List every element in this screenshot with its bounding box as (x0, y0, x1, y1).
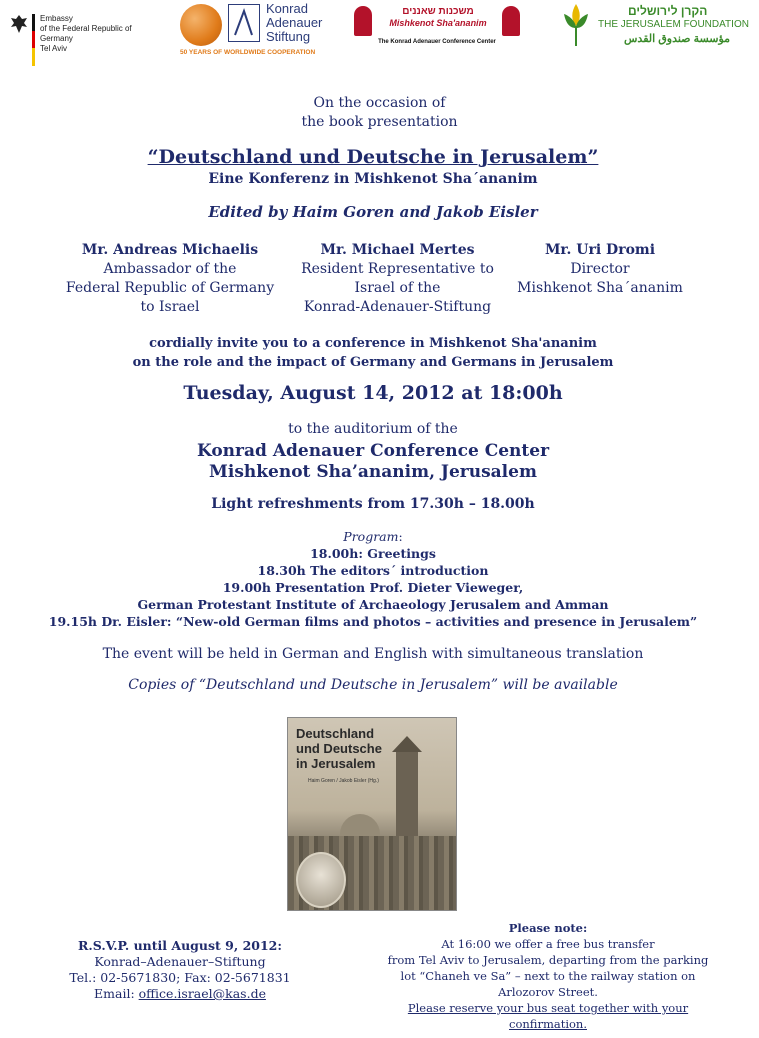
host-role: Ambassador of the (103, 261, 237, 277)
jerusalem-foundation-logo (560, 2, 750, 50)
note-line: Arlozorov Street. (498, 985, 598, 999)
program-item: German Protestant Institute of Archaeology Jerusalem and Amman (137, 597, 609, 612)
flag-stripe (32, 14, 35, 66)
kas-name-line: Konrad (266, 1, 308, 16)
rsvp-email-link[interactable]: office.israel@kas.de (138, 986, 266, 1001)
book-cover-image (288, 718, 456, 910)
mishkenot-emblem-icon-right (502, 6, 520, 36)
tulip-icon (560, 2, 592, 48)
foundation-arabic: مؤسسة صندوق القدس (624, 33, 731, 45)
note-reserve-line: confirmation. (509, 1017, 587, 1031)
mishkenot-hebrew: משכנות שאננים (402, 6, 474, 17)
venue-line: Konrad Adenauer Conference Center (196, 441, 550, 461)
rsvp-heading: R.S.V.P. until August 9, 2012: (78, 938, 282, 953)
kas-name-line: Stiftung (266, 29, 311, 44)
host-role: Konrad-Adenauer-Stiftung (303, 299, 492, 315)
host-name: Mr. Uri Dromi (544, 242, 656, 258)
mishkenot-latin: Mishkenot Sha'ananim (389, 18, 487, 28)
host-role: Director (570, 261, 630, 277)
host-col-1 (55, 241, 285, 317)
program-item: 18.00h: Greetings (310, 546, 436, 561)
note-reserve-line: Please reserve your bus seat together with your (407, 1001, 689, 1015)
page-title: “Deutschland und Deutsche in Jerusalem” (147, 146, 599, 168)
kas-name-line: Adenauer (266, 15, 323, 30)
host-role: Israel of the (354, 280, 441, 296)
church-tower-top-shape (392, 736, 422, 752)
program-heading (0, 528, 746, 545)
mishkenot-footer: The Konrad Adenauer Conference Center (378, 39, 496, 45)
kas-emblem-icon (228, 4, 260, 42)
mishkenot-emblem-icon (354, 6, 372, 36)
rsvp-email-line (60, 986, 300, 1002)
event-date: Tuesday, August 14, 2012 at 18:00h (183, 382, 563, 404)
host-col-2 (290, 241, 505, 317)
rsvp-block (60, 938, 300, 1002)
host-role: Federal Republic of Germany (65, 280, 275, 296)
program-heading-label: Program (343, 529, 399, 544)
program-item: 19.00h Presentation Prof. Dieter Vieweger, (222, 580, 524, 595)
copies-note: Copies of “Deutschland und Deutsche in Jerusalem” will be available (128, 677, 618, 693)
embassy-line: Tel Aviv (40, 44, 67, 53)
intro-line: On the occasion of (313, 95, 446, 111)
host-role: Mishkenot Sha´ananim (517, 280, 683, 296)
german-eagle-icon (10, 14, 28, 34)
book-title-line: in Jerusalem (296, 756, 376, 771)
embassy-logo (10, 14, 150, 66)
venue-line: Mishkenot Sha’ananim, Jerusalem (209, 462, 537, 482)
book-title-line: und Deutsche (296, 741, 382, 756)
intro-line: the book presentation (301, 114, 458, 130)
editors: Edited by Haim Goren and Jakob Eisler (208, 203, 538, 221)
program-heading-colon: : (398, 529, 403, 544)
embassy-line: Embassy (40, 14, 73, 23)
refreshments: Light refreshments from 17.30h – 18.00h (211, 496, 535, 512)
rsvp-email-label: Email: (94, 986, 139, 1001)
program-item: 18.30h The editors´ introduction (257, 563, 489, 578)
subtitle: Eine Konferenz in Mishkenot Sha´ananim (208, 171, 538, 187)
embassy-line: of the Federal Republic of Germany (40, 24, 132, 43)
dome-shape (340, 814, 380, 838)
invite-line: cordially invite you to a conference in Mishkenot Sha'ananim (149, 336, 597, 351)
host-col-3 (505, 241, 695, 298)
invite-text (0, 334, 746, 372)
language-note: The event will be held in German and English with simultaneous translation (102, 646, 644, 662)
note-line: At 16:00 we offer a free bus transfer (441, 937, 655, 951)
host-role: to Israel (140, 299, 200, 315)
rsvp-org: Konrad–Adenauer–Stiftung (94, 954, 266, 969)
book-title-line: Deutschland (296, 726, 375, 741)
host-name: Mr. Michael Mertes (320, 242, 475, 258)
host-name: Mr. Andreas Michaelis (81, 242, 259, 258)
kas-tagline: 50 YEARS OF WORLDWIDE COOPERATION (180, 49, 316, 56)
rsvp-phone: Tel.: 02-5671830; Fax: 02-5671831 (69, 970, 291, 985)
note-heading: Please note: (508, 921, 588, 935)
program-item: 19.15h Dr. Eisler: “New-old German films and photos – activities and presence in Jerusalem” (48, 614, 698, 629)
venue-pre: to the auditorium of the (288, 421, 458, 437)
invite-line: on the role and the impact of Germany and Germans in Jerusalem (132, 355, 614, 370)
intro (0, 94, 759, 132)
note-line: lot “Chaneh ve Sa” – next to the railway station on (400, 969, 696, 983)
note-line: from Tel Aviv to Jerusalem, departing from the parking (387, 953, 709, 967)
foundation-hebrew: הקרן לירושלים (628, 4, 708, 18)
host-role: Resident Representative to (301, 261, 494, 277)
venue (0, 441, 746, 483)
kas-logo (178, 2, 323, 60)
bus-note (378, 920, 718, 1032)
foundation-english: THE JERUSALEM FOUNDATION (598, 19, 749, 30)
book-authors: Haim Goren / Jakob Eisler (Hg.) (308, 778, 379, 784)
globe-icon (180, 4, 222, 46)
mishkenot-logo (354, 4, 519, 48)
portrait-oval-shape (296, 852, 346, 908)
program (0, 528, 746, 630)
